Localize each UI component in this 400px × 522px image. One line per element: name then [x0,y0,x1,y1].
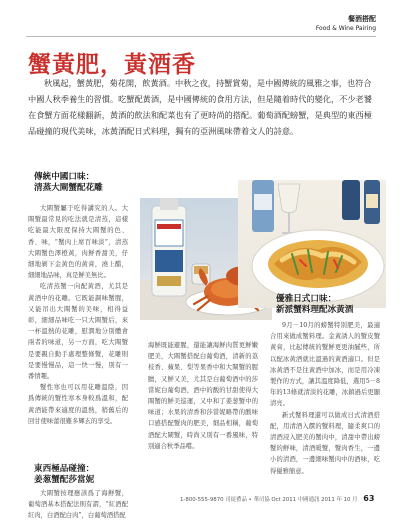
dish-photo [238,180,386,308]
section-title-fusion [34,464,94,486]
section-label-en: Food & Wine Pairing [315,25,376,32]
section-title-line: 東西極品碰撞： [34,464,95,474]
paragraph: 大閘蟹屬于吃得講究的人。大閘蟹最常見的吃法就是清蒸，這樣吃能最大限度保持大閘蟹的色、香、味，“蟹肉上席百味淡”，清蒸大閘蟹色澤橙黃，肉鮮香甜美，仔細地剝下金黃色的黃膏，澆上醋，細細地品味，真是鮮美無比。 [28,205,128,280]
page-title: 蟹黃肥，黃酒香 [28,51,196,78]
section-title-line: 優雅日式口味： [276,294,337,304]
section-label-zh: 餐酒搭配 [348,15,376,23]
section-label [316,14,376,32]
paragraph: 9月－10月的螃蟹特別肥美，最適合用來做成蟹料理。金黃誘人的蟹皮蟹黃膏，比起傳統的蟹鮮更更油膩些，所以配冰黃酒就比溫過的黃酒適口。但是冰黃酒不是往黃酒中加冰，而是用冷凍製作的方式，讓其溫度降低，選用5－8年的13條就清淡的花雕，冰鎮過后更顯清亮。 [270,322,380,408]
section-title-japanese [276,294,353,316]
article-column-1b [28,488,128,520]
paragraph: 大閘蟹按理應該爲了海鮮蟹，葡萄酒基本搭配法則有謂，“紅酒配紅肉，白酒配白肉”，白葡萄酒搭配 [28,490,128,520]
page-footer [180,494,376,503]
footer-text: 1-800-555-9870 司徒禮品 • 華司協 Oct 2011 中國通訊 2011 年 10 月 [180,497,358,503]
section-title-line: 清蒸大閘蟹配花雕 [34,183,103,193]
section-title-traditional [34,172,103,194]
article-column-3 [270,320,380,490]
section-title-line: 新派蟹料理配冰黃酒 [276,305,354,315]
header-divider [26,36,376,37]
paragraph: 海鮮既能避腥，還能讓海鮮肉質更鮮嫩肥美，大閘蟹搭配白葡萄酒，清新的荔枝香、蘋果、梨等果香中和大閘蟹的腥膻，又鮮又美，尤其是白葡萄酒中的莎當妮白葡萄酒，酒中的酸的甘甜使得大閘蟹的鮮美巡運，又中和了姜葱蟹中的味道；水果的清香和莎當妮略帶的酸味口感搭配蟹肉的肥美，細品相稱，葡萄酒配大閘蟹，時尚又別有一番風味，特別適合秋季品嚐。 [148,342,258,450]
paragraph: 蟹性寒也可以用花雕溫陰，因爲傳統的蟹性寒本身較爲溫和，配黃酒能帶來適度的溫熱，稍舊后的回甘使味蕾很難多輝玄的享受。 [28,384,128,425]
section-title-line: 傳統中國口味： [34,172,95,182]
page-number: 63 [363,494,375,503]
intro-paragraph: 秋風起，蟹黃肥，菊花開，飲黃酒。中秋之夜，持蟹賞菊，是中國傳統的風雅之事，也符合中國人秋季養生的習慣。吃蟹配黃酒，是中國傳統的食用方法，但是隨着時代的變化，不少老饕在食蟹方面花樣翻新，黃酒的飲法和配菜也有了更時尚的搭配。葡萄酒配螃蟹，是典型的東西極品碰撞的現代美味，冰黃酒配日式料理，獨有的亞洲風味帶着文人的詩意。 [28,78,372,136]
paragraph: 新式蟹料理還可以做成日式清酒搭配，用清酒入饌的蟹料理，隨柔爽口的清酒浸入肥美的蟹肉中，清甜中帶出螃蟹的鮮味，清酒暖蟹，蟹肉香生，一邊小的清酒，一邊細味蟹肉中的酒味，吃得優雅簡意。 [270,411,380,475]
section-title-line: 姜葱蟹配莎當妮 [34,475,95,485]
paragraph: 吃清蒸蟹一向配黃酒，尤其是黃酒中的花雕。它既能調味蟹腥，又能吊出大閘蟹的美味，相得益彰，細細品味吃一只大閘蟹后，來一杯溫熱的花雕，慰潤地分別體會兩者的味道，另一方面，吃大閘蟹是要親自動手處理整條蟹，花雕則是要慢慢品，這一快一慢，別有一番情趣。 [28,283,128,381]
article-column-1 [28,203,128,455]
article-column-2 [148,340,258,510]
dish-photo-illustration [238,180,386,308]
